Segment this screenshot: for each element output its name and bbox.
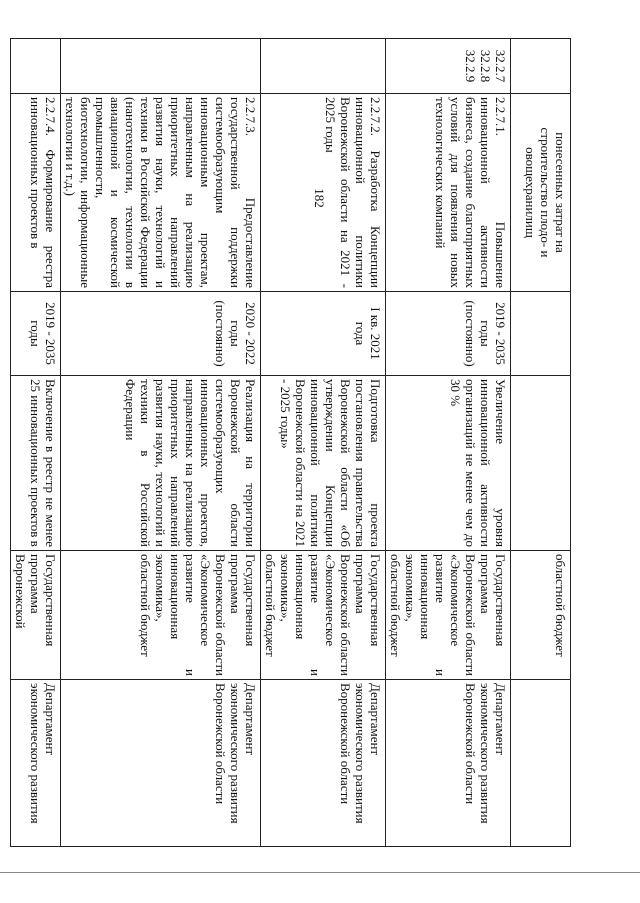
table-row bbox=[11, 39, 61, 847]
period-cell: 2019 - 2035 годы bbox=[11, 292, 61, 376]
result-cell: Реализация на территории Воронежской области системообразующих инновационных проектов, направленных на реализацию приоритетных направлений развития науки, технологий и техники в Российской Федерации bbox=[61, 376, 261, 551]
bottom-divider bbox=[0, 872, 640, 873]
code-cell bbox=[61, 39, 261, 94]
period-cell: I кв. 2021 года bbox=[261, 292, 386, 376]
source-cell: Государственная программа Воронежской bbox=[11, 551, 61, 680]
table-row bbox=[261, 39, 386, 847]
period-cell: 2020 - 2022 годы (постоянно) bbox=[61, 292, 261, 376]
executor-cell: Департамент экономического развития Воронежской области bbox=[386, 680, 511, 847]
event-cell: понесенных затрат на строительство плодо- и овощехранилищ bbox=[511, 94, 571, 292]
source-cell: областной бюджет bbox=[511, 551, 571, 680]
event-cell: 2.2.7.1. Повышение инновационной активности бизнеса, создание благоприятных условий для появления новых технологических компаний bbox=[386, 94, 511, 292]
code-cell bbox=[511, 39, 571, 94]
code-cell bbox=[11, 39, 61, 94]
executor-cell: Департамент экономического развития Воронежской области bbox=[261, 680, 386, 847]
result-cell: Подготовка проекта постановления правительства Воронежской области «Об утверждении Концепции инновационной политики Воронежской области на 2021 - 2025 годы» bbox=[261, 376, 386, 551]
result-cell: Включение в реестр не менее 25 инновационных проектов в bbox=[11, 376, 61, 551]
table-row bbox=[386, 39, 511, 847]
event-cell: 2.2.7.2. Разработка Концепции инновационной политики Воронежской области на 2021 - 2025 годы bbox=[261, 94, 386, 292]
plan-table bbox=[10, 38, 571, 847]
source-cell: Государственная программа Воронежской области «Экономическое развитие и инновационная экономика», областной бюджет bbox=[386, 551, 511, 680]
executor-cell: Департамент экономического развития Воронежской области bbox=[61, 680, 261, 847]
code-cell bbox=[261, 39, 386, 94]
result-cell: Увеличение уровня инновационной активности организаций не менее чем до 30 % bbox=[386, 376, 511, 551]
event-cell: 2.2.7.4. Формирование реестра инновационных проектов в bbox=[11, 94, 61, 292]
page-number: 182 bbox=[311, 188, 327, 208]
period-cell: 2019 - 2035 годы (постоянно) bbox=[386, 292, 511, 376]
period-cell bbox=[511, 292, 571, 376]
executor-cell bbox=[511, 680, 571, 847]
event-cell: 2.2.7.3. Предоставление государственной поддержки системообразующим инновационным проектам, направленным на реализацию приоритетных направлений развития науки, технологий и техники в Российской Федерации (нанотехнологии, технологии в авиационной и космической промышленности, биотехнологии, информационные технологии и т.д.) bbox=[61, 94, 261, 292]
source-cell: Государственная программа Воронежской области «Экономическое развитие и инновационная экономика», областной бюджет bbox=[61, 551, 261, 680]
result-cell bbox=[511, 376, 571, 551]
table-row bbox=[511, 39, 571, 847]
executor-cell: Департамент экономического развития bbox=[11, 680, 61, 847]
source-cell: Государственная программа Воронежской области «Экономическое развитие и инновационная экономика», областной бюджет bbox=[261, 551, 386, 680]
code-cell: 32.2.7 32.2.8 32.2.9 bbox=[386, 39, 511, 94]
table-row bbox=[61, 39, 261, 847]
